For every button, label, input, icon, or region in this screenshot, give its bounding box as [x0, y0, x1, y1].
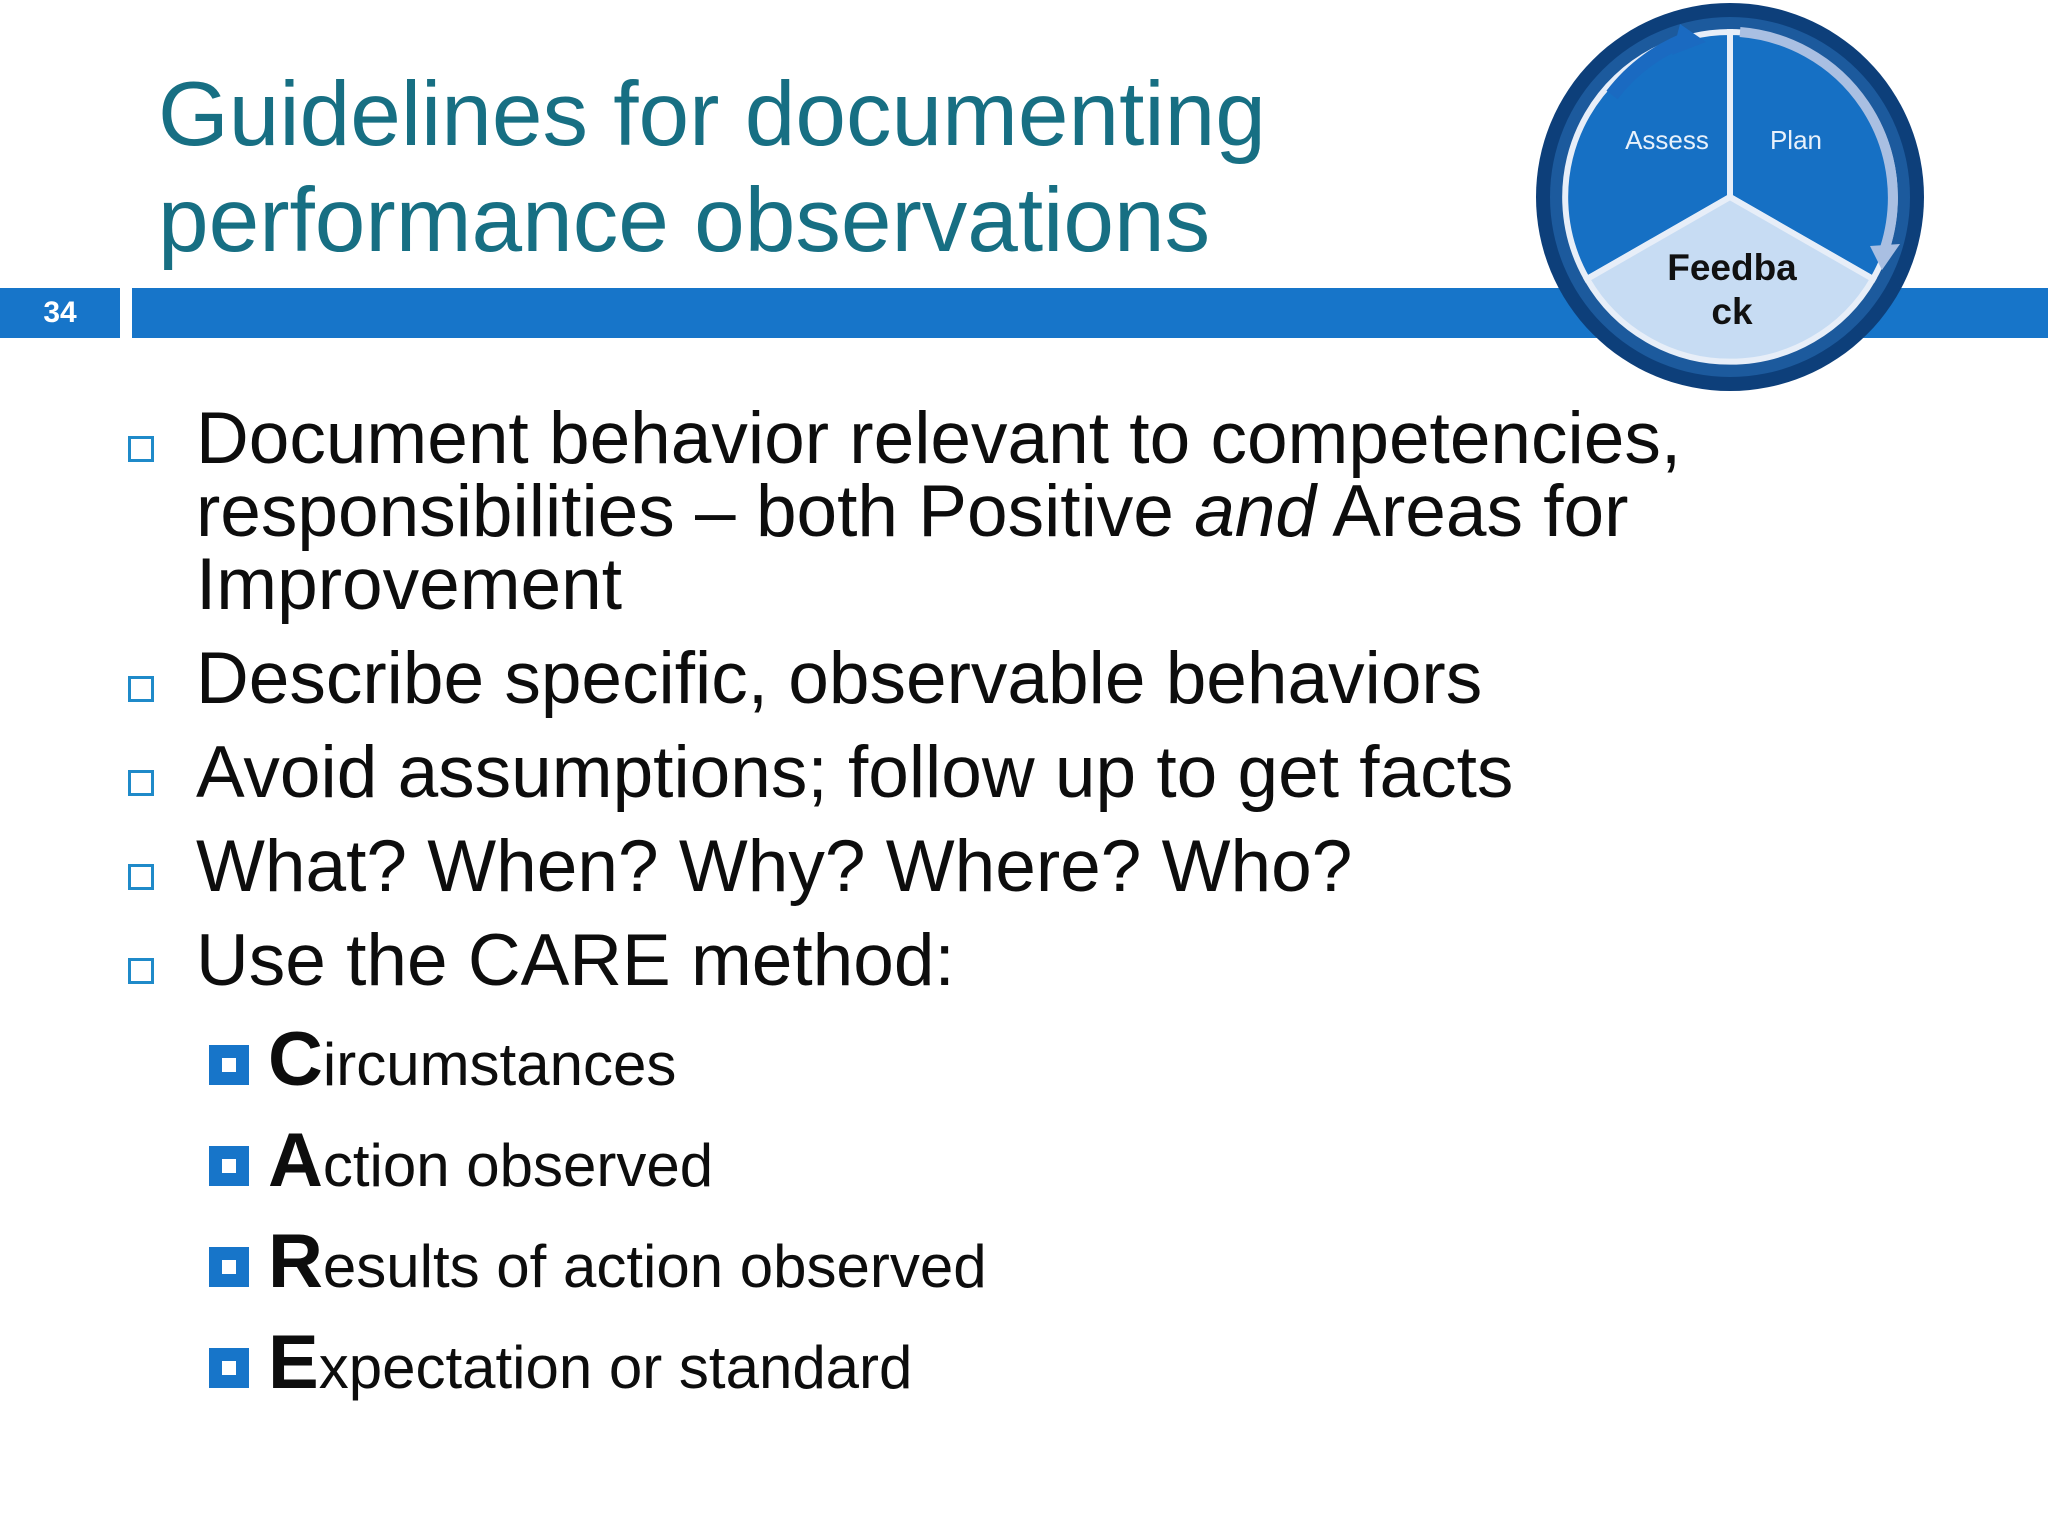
care-text: ircumstances: [322, 1031, 677, 1098]
sub-bullet-square-icon: [209, 1348, 249, 1388]
care-item-circumstances: [208, 1012, 1608, 1113]
bullet-box-icon: [128, 436, 154, 462]
bullet-emphasis: and: [1194, 471, 1317, 552]
care-item-results: [208, 1214, 1608, 1315]
feedback-label-line-1: Feedba: [1667, 247, 1797, 288]
slide-number: 34: [0, 288, 120, 338]
sub-bullet-square-icon: [209, 1146, 249, 1186]
bullet-care-method: [124, 920, 1824, 1001]
bullet-box-icon: [128, 770, 154, 796]
care-sub-list: [208, 1012, 1608, 1416]
slide-title-line-1: Guidelines for documenting: [158, 64, 1266, 165]
plan-label: Plan: [1769, 125, 1823, 155]
care-letter: E: [268, 1320, 319, 1405]
bullet-five-questions: [124, 826, 1824, 907]
care-item-action: [208, 1113, 1608, 1214]
care-text: ction observed: [322, 1132, 714, 1199]
sub-bullet-square-icon: [209, 1045, 249, 1085]
care-text: esults of action observed: [322, 1233, 987, 1300]
bullet-text: Describe specific, observable behaviors: [196, 638, 1483, 719]
bullet-line: Document behavior relevant to competencies,: [196, 398, 1682, 479]
main-bullet-list: [124, 398, 1824, 1018]
assess-plan-feedback-cycle-diagram: [1530, 0, 1930, 395]
assess-label: Assess: [1625, 125, 1709, 155]
sub-bullet-square-icon: [209, 1247, 249, 1287]
slide-title: [158, 62, 1488, 274]
bullet-line: [196, 471, 1824, 552]
bullet-avoid-assumptions: [124, 732, 1824, 813]
bullet-box-icon: [128, 958, 154, 984]
slide-title-line-2: performance observations: [158, 170, 1211, 271]
bullet-text: Use the CARE method:: [196, 920, 955, 1001]
care-item-expectation: [208, 1315, 1608, 1416]
care-letter: A: [268, 1118, 323, 1203]
care-letter: R: [268, 1219, 323, 1304]
bullet-describe-behaviors: [124, 638, 1824, 719]
bullet-box-icon: [128, 864, 154, 890]
care-text: xpectation or standard: [318, 1334, 913, 1401]
bullet-text: responsibilities – both Positive: [196, 471, 1195, 552]
bullet-box-icon: [128, 676, 154, 702]
bullet-line: Improvement: [196, 544, 622, 625]
bullet-text: Avoid assumptions; follow up to get facts: [196, 732, 1514, 813]
bullet-text: What? When? Why? Where? Who?: [196, 826, 1353, 907]
feedback-label-line-2: ck: [1711, 291, 1753, 332]
care-letter: C: [268, 1017, 323, 1102]
bullet-text: Areas for: [1316, 471, 1629, 552]
bullet-document-behavior: [124, 398, 1824, 625]
